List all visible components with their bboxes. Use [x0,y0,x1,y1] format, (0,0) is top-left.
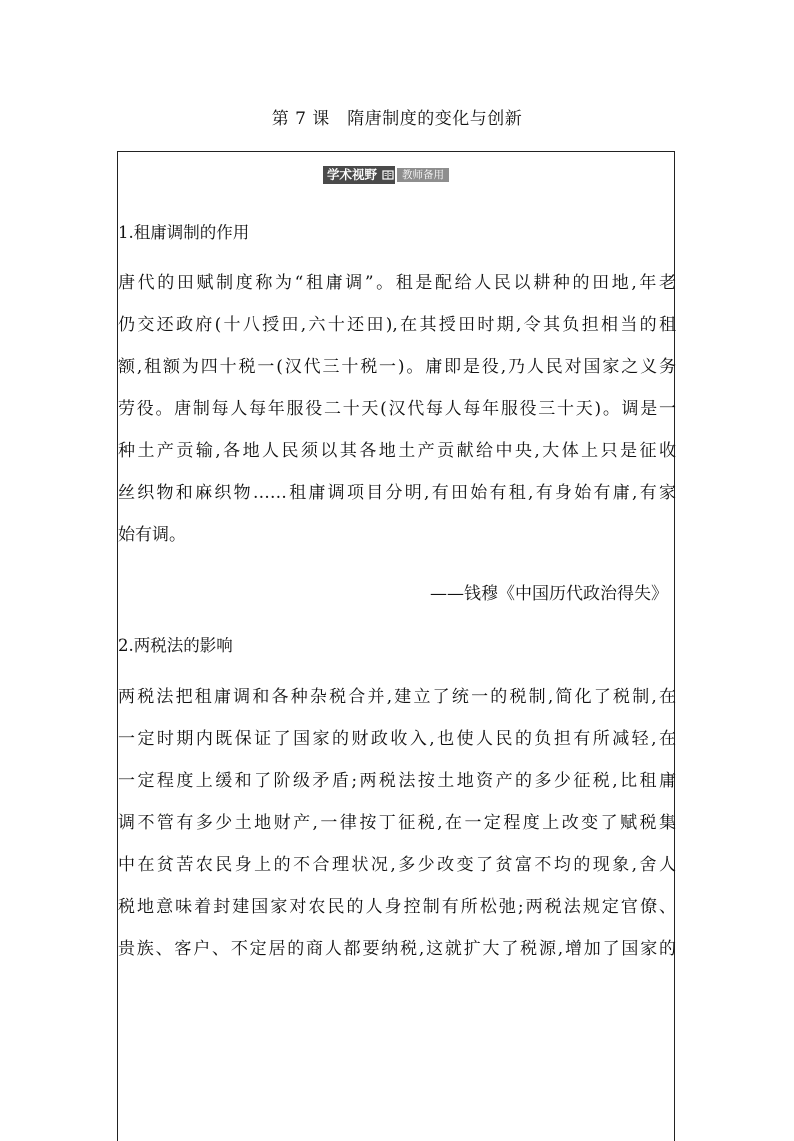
banner-sub-label: 教师备用 [397,168,449,182]
section-1-paragraph [118,262,676,556]
paragraph-line: 额,租额为四十税一(汉代三十税一)。庸即是役,乃人民对国家之义务 [118,357,676,377]
paragraph-line: 仍交还政府(十八授田,六十还田),在其授田时期,令其负担相当的租 [118,315,676,335]
section-2-paragraph [118,676,676,970]
paragraph-line: 一定时期内既保证了国家的财政收入,也使人民的负担有所减轻,在 [118,729,676,749]
paragraph-line: 税地意味着封建国家对农民的人身控制有所松弛;两税法规定官僚、 [118,897,676,917]
content-box [117,151,675,1141]
book-icon [381,166,395,184]
paragraph-line: 两税法把租庸调和各种杂税合并,建立了统一的税制,简化了税制,在 [118,687,676,707]
paragraph-line: 中在贫苦农民身上的不合理状况,多少改变了贫富不均的现象,舍人 [118,855,676,875]
paragraph-line: 劳役。唐制每人每年服役二十天(汉代每人每年服役三十天)。调是一 [118,399,676,419]
paragraph-line: 始有调。 [118,525,186,545]
paragraph-line: 一定程度上缓和了阶级矛盾;两税法按土地资产的多少征税,比租庸 [118,771,676,791]
page-title: 第 7 课 隋唐制度的变化与创新 [271,109,523,129]
paragraph-line: 贵族、客户、不定居的商人都要纳税,这就扩大了税源,增加了国家的 [118,939,676,959]
paragraph-line: 调不管有多少土地财产,一律按丁征税,在一定程度上改变了赋税集 [118,813,676,833]
quote-source: ——钱穆《中国历代政治得失》 [430,584,668,604]
paragraph-line: 丝织物和麻织物……租庸调项目分明,有田始有租,有身始有庸,有家 [118,483,676,503]
section-heading-1: 1.租庸调制的作用 [118,223,250,242]
section-heading-2: 2.两税法的影响 [118,636,233,655]
banner-label: 学术视野 [323,166,381,184]
paragraph-line: 唐代的田赋制度称为“租庸调”。租是配给人民以耕种的田地,年老 [118,273,676,293]
section-banner [323,166,449,184]
paragraph-line: 种土产贡输,各地人民须以其各地土产贡献给中央,大体上只是征收 [118,441,676,461]
